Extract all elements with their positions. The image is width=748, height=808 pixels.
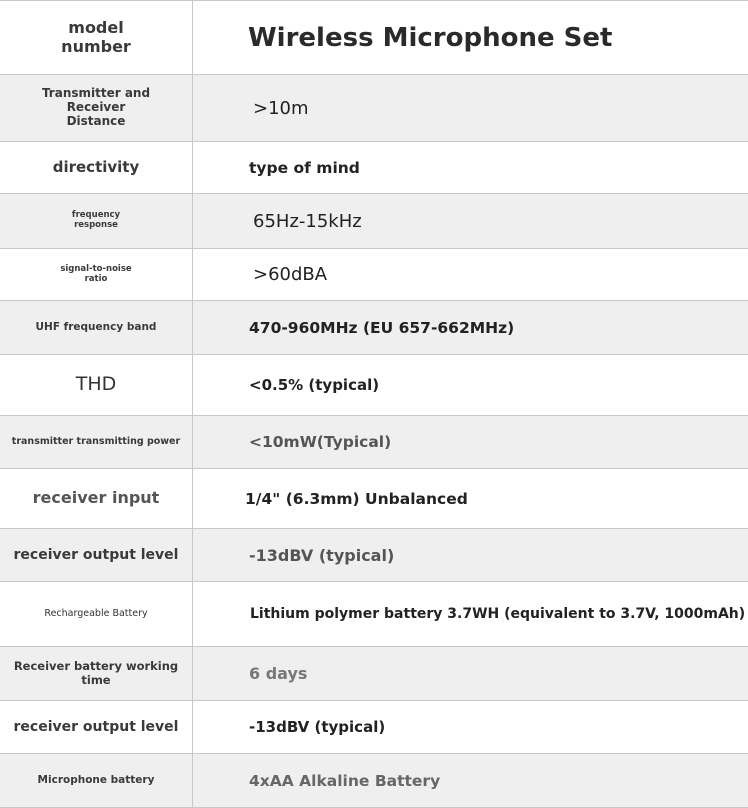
row-value: >10m	[253, 97, 309, 119]
row-value-cell	[193, 754, 748, 807]
row-value: <0.5% (typical)	[249, 376, 380, 394]
row-label: directivity	[0, 142, 193, 193]
row-label: receiver output level	[0, 701, 193, 753]
row-value: 1/4" (6.3mm) Unbalanced	[245, 489, 468, 508]
table-row	[0, 142, 748, 194]
row-value-cell	[193, 582, 748, 646]
row-value: -13dBV (typical)	[249, 718, 386, 736]
row-value-cell	[193, 355, 748, 415]
row-value-cell	[193, 469, 748, 528]
table-row	[0, 754, 748, 808]
row-value-cell	[193, 194, 748, 248]
row-label: UHF frequency band	[0, 301, 193, 354]
row-label: Rechargeable Battery	[0, 582, 193, 646]
row-label: transmitter transmitting power	[0, 416, 193, 468]
table-row	[0, 469, 748, 529]
row-value-cell	[193, 416, 748, 468]
row-value: 6 days	[249, 664, 308, 683]
table-row	[0, 416, 748, 469]
table-row	[0, 529, 748, 582]
row-label: receiver input	[0, 469, 193, 528]
row-value: 65Hz-15kHz	[253, 210, 362, 232]
row-value-cell	[193, 647, 748, 700]
row-label: THD	[0, 355, 193, 415]
row-value-cell	[193, 701, 748, 753]
row-value-cell	[193, 301, 748, 354]
row-value: >60dBA	[253, 264, 328, 285]
table-row	[0, 301, 748, 355]
row-value: Wireless Microphone Set	[248, 22, 613, 53]
row-label: receiver output level	[0, 529, 193, 581]
row-value-cell	[193, 249, 748, 300]
table-row	[0, 582, 748, 647]
table-row	[0, 75, 748, 142]
row-label: Receiver battery working time	[0, 647, 193, 700]
row-label: model number	[0, 1, 193, 74]
row-value: type of mind	[249, 158, 360, 177]
row-value: <10mW(Typical)	[249, 433, 392, 451]
row-label: signal-to-noise ratio	[0, 249, 193, 300]
row-label: frequency response	[0, 194, 193, 248]
page-title	[193, 1, 748, 74]
row-value-cell	[193, 142, 748, 193]
row-label: Microphone battery	[0, 754, 193, 807]
row-label: Transmitter and Receiver Distance	[0, 75, 193, 141]
table-row	[0, 701, 748, 754]
table-row	[0, 0, 748, 75]
table-row	[0, 647, 748, 701]
row-value-cell	[193, 529, 748, 581]
row-value: -13dBV (typical)	[249, 545, 395, 565]
row-value-cell	[193, 75, 748, 141]
table-row	[0, 355, 748, 416]
row-value: Lithium polymer battery 3.7WH (equivalent to 3.7V, 1000mAh)	[250, 606, 746, 622]
row-value: 470-960MHz (EU 657-662MHz)	[249, 318, 515, 337]
table-row	[0, 194, 748, 249]
row-value: 4xAA Alkaline Battery	[249, 771, 441, 790]
table-row	[0, 249, 748, 301]
